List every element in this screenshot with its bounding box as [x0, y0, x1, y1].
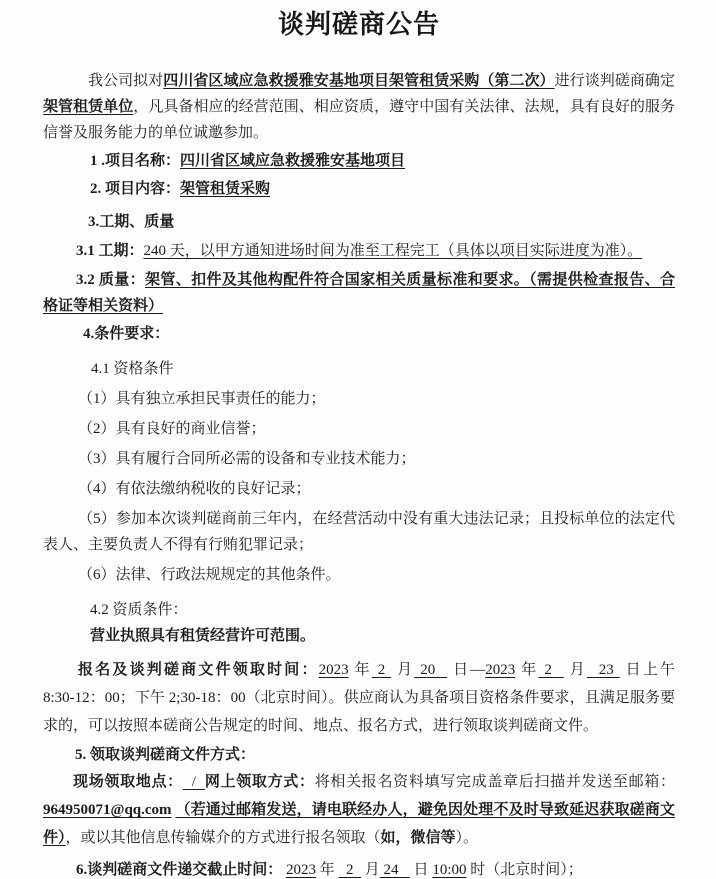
deadline-month: 2: [338, 862, 362, 878]
pickup-paragraph: [43, 768, 675, 852]
online-pickup-instruction: 将相关报名资料填写完成盖章后扫描并发送至邮箱：: [314, 774, 675, 790]
item-quality: [43, 267, 675, 319]
registration-month2: 2: [538, 662, 564, 678]
onsite-pickup-blank: /: [182, 774, 205, 790]
intro-project-purchase: 四川省区域应急救援雅安基地项目架管租赁采购（第二次）: [163, 73, 555, 89]
duration-value: 240 天，以甲方通知进场时间为准至工程完工（具体以项目实际进度为准）。: [143, 243, 643, 259]
deadline-paragraph: [76, 856, 675, 879]
registration-sep3: 日—: [447, 662, 486, 678]
pickup-email-note: （若通过邮箱发送，请电联经办人，避免因处理不及时导致延迟获取磋商文件）: [43, 802, 676, 846]
online-pickup-label: 网上领取方式：: [204, 774, 315, 790]
pickup-alt-tail: ）。: [455, 830, 479, 846]
pickup-alt-lead: ，或以其他信息传输媒介的方式进行报名领取（: [65, 830, 381, 846]
condition-1: （1）具有独立承担民事责任的能力；: [78, 391, 326, 407]
registration-sep4: 年: [515, 662, 539, 678]
condition-4: （4）有依法缴纳税收的良好记录；: [78, 481, 311, 497]
registration-label: 报名及谈判磋商文件领取时间：: [78, 662, 319, 678]
registration-rest: 供应商认为具备项目资格条件要求，且满足服务要求的，可以按照本磋商公告规定的时间、地点、报名方式，进行领取谈判磋商文件。: [43, 690, 675, 734]
heading-schedule-quality: 3.工期、质量: [88, 214, 175, 230]
registration-day2: 23: [586, 662, 620, 678]
pickup-alt-example: 如，微信等: [380, 830, 456, 846]
registration-sep2: 月: [391, 662, 415, 678]
condition-6: （6）法律、行政法规规定的其他条件。: [78, 567, 341, 583]
deadline-year: 2023: [286, 862, 317, 878]
deadline-sep1: 年: [316, 862, 339, 878]
deadline-day: 24: [379, 862, 410, 878]
project-name-label: 1 .项目名称：: [90, 153, 181, 169]
registration-sep1: 年: [348, 662, 372, 678]
credential-value: 营业执照具有租赁经营许可范围。: [90, 628, 316, 644]
registration-day1: 20: [414, 662, 448, 678]
registration-month1: 2: [371, 662, 392, 678]
condition-3: （3）具有履行合同所必需的设备和专业技术能力；: [78, 451, 416, 467]
project-content-value: 架管租赁采购: [180, 181, 271, 197]
intro-rest: ，凡具备相应的经营范围、相应资质，遵守中国有关法律、法规，具有良好的服务信誉及服务能力的单位诚邀参加。: [43, 99, 675, 141]
item-duration: [43, 238, 675, 264]
registration-hours: 8:30-12：00；下午 2;30-18：00（北京时间）。: [43, 690, 344, 706]
heading-requirements: 4.条件要求：: [83, 326, 170, 342]
condition-2: （2）具有良好的商业信誉；: [78, 421, 266, 437]
project-content-label: 2. 项目内容：: [90, 181, 181, 197]
deadline-label: 6.谈判磋商文件递交截止时间：: [76, 862, 283, 878]
condition-5: （5）参加本次谈判磋商前三年内，在经营活动中没有重大违法记录；且投标单位的法定代表人、主要负责人不得有行贿犯罪记录；: [43, 511, 675, 553]
item-project-name: [90, 148, 675, 174]
duration-label: 3.1 工期：: [76, 243, 144, 259]
heading-qualification: 4.1 资格条件: [91, 361, 174, 377]
registration-sep6: 日上午: [619, 662, 676, 678]
registration-year2: 2023: [485, 662, 516, 678]
intro-paragraph: [43, 68, 675, 146]
quality-label: 3.2 质量：: [76, 272, 145, 288]
registration-sep5: 月: [563, 662, 587, 678]
intro-lead: 我公司拟对: [88, 73, 164, 89]
registration-year1: 2023: [318, 662, 349, 678]
intro-unit: 架管租赁单位: [43, 99, 134, 115]
deadline-sep2: 月: [361, 862, 380, 878]
heading-pickup-method: 5. 领取谈判磋商文件方式：: [75, 747, 256, 763]
onsite-pickup-label: 现场领取地点：: [73, 774, 183, 790]
intro-mid: 进行谈判磋商确定: [554, 73, 675, 89]
quality-value: 架管、扣件及其他构配件符合国家相关质量标准和要求。（需提供检查报告、合格证等相关资料）: [43, 272, 675, 314]
item-project-content: [90, 176, 675, 202]
deadline-time: 10:00: [432, 862, 467, 878]
registration-paragraph: [43, 656, 675, 740]
page-title: 谈判磋商公告: [277, 10, 440, 39]
project-name-value: 四川省区域应急救援雅安基地项目: [180, 153, 406, 169]
heading-credential: 4.2 资质条件：: [90, 602, 188, 618]
pickup-email: 964950071@qq.com: [43, 802, 172, 818]
deadline-sep3: 日: [409, 862, 433, 878]
deadline-sep4: 时（北京时间）；: [466, 862, 583, 878]
